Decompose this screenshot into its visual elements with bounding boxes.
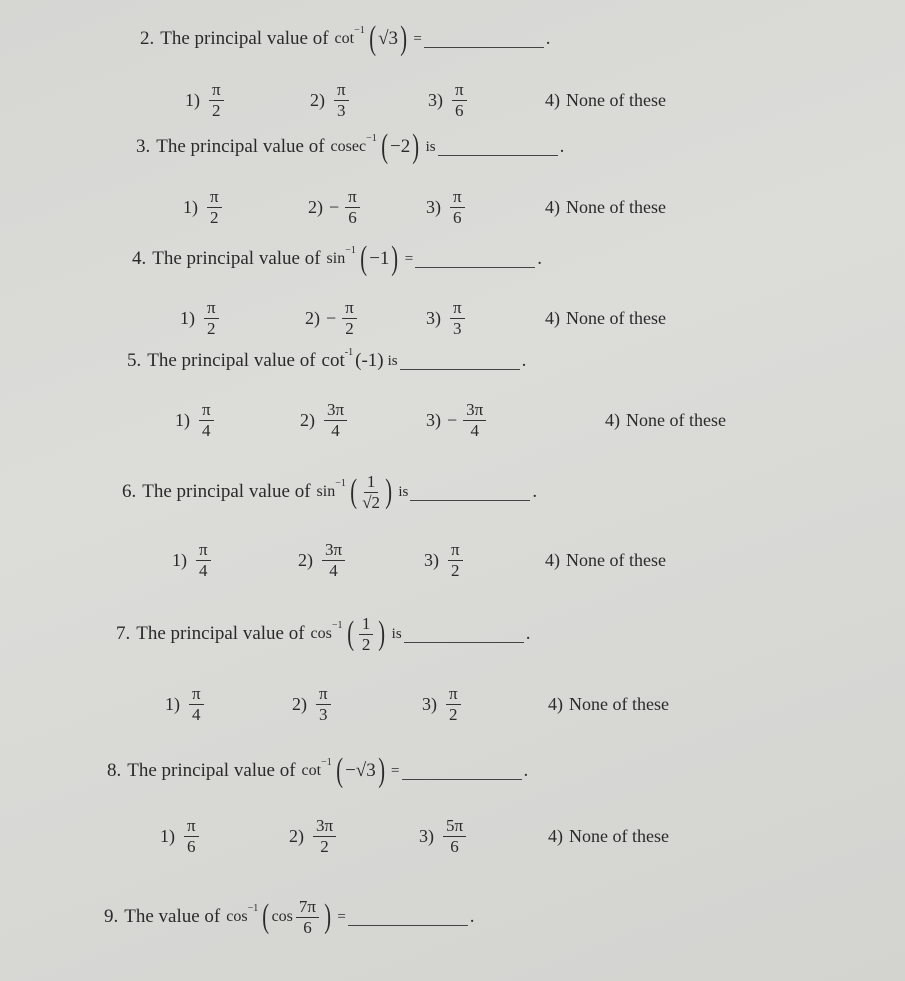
answer-blank[interactable]: [400, 353, 520, 370]
option-number: 4): [545, 308, 560, 328]
answer-blank[interactable]: [402, 763, 522, 780]
question-connector: is: [398, 483, 409, 500]
question-connector: =: [391, 762, 400, 779]
paren-close: ): [412, 128, 420, 165]
question-number: 5.: [127, 350, 142, 371]
option-number: 2): [300, 409, 315, 430]
function-name: cot: [301, 762, 322, 779]
paren-close: ): [391, 240, 399, 277]
option-fraction: [207, 187, 222, 227]
option-3[interactable]: [426, 400, 489, 440]
numerator: π: [207, 187, 222, 208]
inverse-exponent: −1: [335, 477, 346, 489]
paren-open: (: [360, 240, 367, 277]
numerator: 7π: [296, 897, 319, 918]
numerator: π: [450, 187, 465, 208]
denominator: 4: [331, 420, 340, 440]
argument: [345, 614, 388, 654]
answer-blank[interactable]: [438, 139, 558, 156]
option-number: 2): [298, 549, 313, 570]
denominator: 2: [361, 634, 371, 654]
option-text: None of these: [566, 550, 666, 570]
option-4[interactable]: [545, 197, 666, 218]
option-3[interactable]: [419, 816, 469, 856]
paren-open: (: [355, 350, 362, 371]
option-fraction: [345, 187, 360, 227]
option-1[interactable]: [183, 187, 225, 227]
option-text: None of these: [626, 410, 726, 430]
argument: [379, 130, 422, 164]
question-number: 4.: [132, 248, 147, 269]
numerator: π: [342, 298, 357, 319]
answer-blank[interactable]: [415, 251, 535, 268]
option-fraction: [446, 684, 461, 724]
option-number: 4): [545, 90, 560, 110]
option-fraction: [452, 80, 467, 120]
question-3: [136, 130, 564, 164]
option-fraction: [209, 80, 224, 120]
denominator: 2: [207, 318, 216, 338]
inverse-exponent: −1: [331, 619, 343, 631]
option-1[interactable]: [165, 684, 207, 724]
option-fraction: [450, 298, 465, 338]
function-name: cosec: [330, 138, 367, 155]
option-number: 3): [426, 196, 441, 217]
paren-close: ): [400, 20, 408, 57]
option-fraction: [342, 298, 357, 338]
numerator: 3π: [322, 540, 345, 561]
denominator: 3: [337, 100, 346, 120]
end-mark: .: [545, 28, 551, 49]
denominator: 3: [319, 704, 328, 724]
option-number: 2): [310, 89, 325, 110]
inverse-exponent: −1: [366, 132, 377, 144]
function-name: cos: [226, 908, 248, 926]
question-stem: The principal value of: [156, 136, 325, 157]
option-fraction: [199, 400, 214, 440]
function-name: cos: [310, 625, 332, 643]
option-fraction: [184, 816, 199, 856]
denominator: 6: [453, 207, 462, 227]
question-connector: =: [413, 30, 422, 47]
option-number: 1): [180, 307, 195, 328]
denominator: 6: [303, 917, 312, 937]
option-fraction: [189, 684, 204, 724]
end-mark: .: [532, 481, 538, 503]
numerator: π: [199, 400, 214, 421]
question-stem: The value of: [124, 906, 221, 928]
option-fraction: [443, 816, 466, 856]
question-number: 6.: [122, 481, 137, 503]
denominator: 2: [449, 704, 458, 724]
answer-blank[interactable]: [348, 909, 468, 926]
inner-function: cos: [271, 908, 293, 926]
option-1[interactable]: [185, 80, 227, 120]
question-connector: is: [391, 625, 402, 642]
option-number: 1): [160, 825, 175, 846]
option-fraction: [196, 540, 211, 580]
question-connector: =: [404, 250, 414, 267]
numerator: 3π: [324, 400, 347, 421]
option-number: 4): [545, 550, 560, 570]
argument-fraction: [362, 472, 380, 512]
option-3[interactable]: [426, 298, 468, 338]
inverse-exponent: −1: [354, 24, 365, 36]
paren-close: ): [377, 350, 384, 371]
numerator: π: [189, 684, 204, 705]
denominator: 4: [192, 704, 201, 724]
denominator: 6: [455, 100, 464, 120]
option-number: 4): [605, 410, 620, 430]
option-number: 3): [426, 307, 441, 328]
end-mark: .: [525, 623, 531, 645]
question-number: 2.: [140, 28, 155, 49]
question-stem: The principal value of: [147, 350, 316, 371]
question-connector: =: [337, 908, 346, 925]
option-3[interactable]: [422, 684, 464, 724]
option-4[interactable]: [545, 90, 666, 111]
argument: [358, 242, 401, 276]
option-fraction: [204, 298, 219, 338]
denominator: 4: [329, 560, 338, 580]
denominator: 6: [348, 207, 357, 227]
answer-blank[interactable]: [404, 626, 524, 643]
numerator: 5π: [443, 816, 466, 837]
option-sign: −: [326, 307, 337, 328]
denominator: 6: [187, 836, 196, 856]
argument: [260, 897, 333, 937]
option-2[interactable]: [308, 187, 363, 227]
option-text: None of these: [566, 197, 666, 217]
question-connector: is: [387, 352, 398, 369]
option-number: 3): [419, 825, 434, 846]
inverse-exponent: -1: [344, 346, 354, 358]
denominator: 2: [210, 207, 219, 227]
question-4: [132, 242, 542, 276]
question-stem: The principal value of: [152, 248, 321, 269]
option-2[interactable]: [300, 400, 350, 440]
paren-close: ): [378, 615, 386, 653]
end-mark: .: [469, 906, 475, 928]
answer-blank[interactable]: [424, 31, 544, 48]
option-3[interactable]: [426, 187, 468, 227]
option-4[interactable]: [548, 826, 669, 847]
denominator: 2: [212, 100, 221, 120]
option-number: 1): [185, 89, 200, 110]
argument: [367, 22, 410, 56]
option-number: 2): [305, 307, 320, 328]
paren-open: (: [262, 898, 270, 936]
option-number: 2): [292, 693, 307, 714]
argument-value: √3: [378, 28, 398, 49]
argument-value: -1: [361, 350, 378, 371]
inverse-exponent: −1: [247, 902, 259, 914]
numerator: 3π: [313, 816, 336, 837]
option-4[interactable]: [545, 308, 666, 329]
denominator: 4: [470, 420, 479, 440]
paren-open: (: [346, 615, 354, 653]
question-stem: The principal value of: [136, 623, 305, 645]
end-mark: .: [559, 136, 565, 157]
option-fraction: [324, 400, 347, 440]
denominator: 4: [202, 420, 211, 440]
numerator: π: [450, 298, 465, 319]
option-number: 1): [172, 549, 187, 570]
option-4[interactable]: [605, 410, 726, 431]
argument: [348, 472, 395, 512]
option-number: 3): [424, 549, 439, 570]
question-5: [127, 346, 527, 372]
paren-close: ): [377, 752, 385, 789]
numerator: 1: [359, 614, 374, 635]
option-number: 3): [426, 409, 441, 430]
end-mark: .: [521, 350, 527, 371]
numerator: 1: [364, 472, 379, 493]
argument-fraction: [359, 614, 374, 654]
inverse-exponent: −1: [321, 756, 332, 768]
option-1[interactable]: [180, 298, 222, 338]
argument-fraction: [296, 897, 319, 937]
question-stem: The principal value of: [127, 760, 296, 781]
paren-open: (: [369, 20, 376, 57]
numerator: π: [334, 80, 349, 101]
question-9: [104, 897, 475, 937]
denominator: √2: [362, 492, 381, 512]
argument-value: −2: [390, 136, 411, 157]
question-number: 7.: [116, 623, 131, 645]
question-number: 3.: [136, 136, 151, 157]
numerator: π: [209, 80, 224, 101]
question-number: 9.: [104, 906, 119, 928]
paren-open: (: [336, 752, 343, 789]
option-2[interactable]: [292, 684, 334, 724]
paren-open: (: [380, 128, 388, 165]
function-name: cot: [321, 350, 345, 371]
function-name: sin: [326, 250, 346, 267]
argument: [334, 754, 387, 788]
inverse-exponent: −1: [345, 244, 356, 256]
option-number: 1): [165, 693, 180, 714]
option-3[interactable]: [424, 540, 466, 580]
option-number: 2): [308, 196, 323, 217]
option-4[interactable]: [545, 550, 666, 571]
option-fraction: [313, 816, 336, 856]
question-number: 8.: [107, 760, 122, 781]
paren-close: ): [324, 898, 332, 936]
paren-close: ): [385, 473, 393, 511]
option-2[interactable]: [305, 298, 360, 338]
option-number: 1): [183, 196, 198, 217]
option-2[interactable]: [310, 80, 352, 120]
option-2[interactable]: [289, 816, 339, 856]
denominator: 2: [345, 318, 354, 338]
end-mark: .: [523, 760, 529, 781]
numerator: π: [316, 684, 331, 705]
paren-open: (: [350, 473, 357, 511]
option-text: None of these: [569, 694, 669, 714]
numerator: π: [452, 80, 467, 101]
numerator: π: [204, 298, 219, 319]
option-text: None of these: [569, 826, 669, 846]
option-fraction: [450, 187, 465, 227]
option-number: 2): [289, 825, 304, 846]
option-text: None of these: [566, 90, 666, 110]
question-stem: The principal value of: [142, 481, 311, 503]
denominator: 6: [450, 836, 459, 856]
option-1[interactable]: [172, 540, 214, 580]
numerator: π: [446, 684, 461, 705]
option-fraction: [322, 540, 345, 580]
option-fraction: [448, 540, 463, 580]
argument-value: −1: [369, 248, 390, 269]
option-sign: −: [329, 196, 340, 217]
option-sign: −: [447, 409, 458, 430]
numerator: 3π: [463, 400, 486, 421]
denominator: 4: [199, 560, 208, 580]
option-1[interactable]: [175, 400, 217, 440]
option-3[interactable]: [428, 80, 470, 120]
question-8: [107, 754, 528, 788]
numerator: π: [345, 187, 360, 208]
argument-value: −√3: [345, 760, 376, 781]
option-number: 4): [545, 197, 560, 217]
option-fraction: [334, 80, 349, 120]
question-6: [122, 472, 537, 512]
option-4[interactable]: [548, 694, 669, 715]
numerator: π: [196, 540, 211, 561]
option-number: 4): [548, 694, 563, 714]
option-number: 4): [548, 826, 563, 846]
end-mark: .: [537, 248, 542, 269]
function-name: sin: [316, 483, 336, 501]
argument: [355, 350, 383, 372]
denominator: 2: [451, 560, 460, 580]
denominator: 3: [453, 318, 462, 338]
option-2[interactable]: [298, 540, 348, 580]
denominator: 2: [320, 836, 329, 856]
question-7: [116, 614, 530, 654]
answer-blank[interactable]: [410, 484, 530, 501]
option-1[interactable]: [160, 816, 202, 856]
option-fraction: [316, 684, 331, 724]
function-name: cot: [334, 30, 355, 47]
numerator: π: [184, 816, 199, 837]
numerator: π: [448, 540, 463, 561]
question-stem: The principal value of: [160, 28, 329, 49]
option-number: 3): [428, 89, 443, 110]
option-fraction: [463, 400, 486, 440]
question-2: [140, 22, 551, 56]
option-number: 3): [422, 693, 437, 714]
option-text: None of these: [566, 308, 666, 328]
option-number: 1): [175, 409, 190, 430]
question-connector: is: [425, 138, 436, 155]
